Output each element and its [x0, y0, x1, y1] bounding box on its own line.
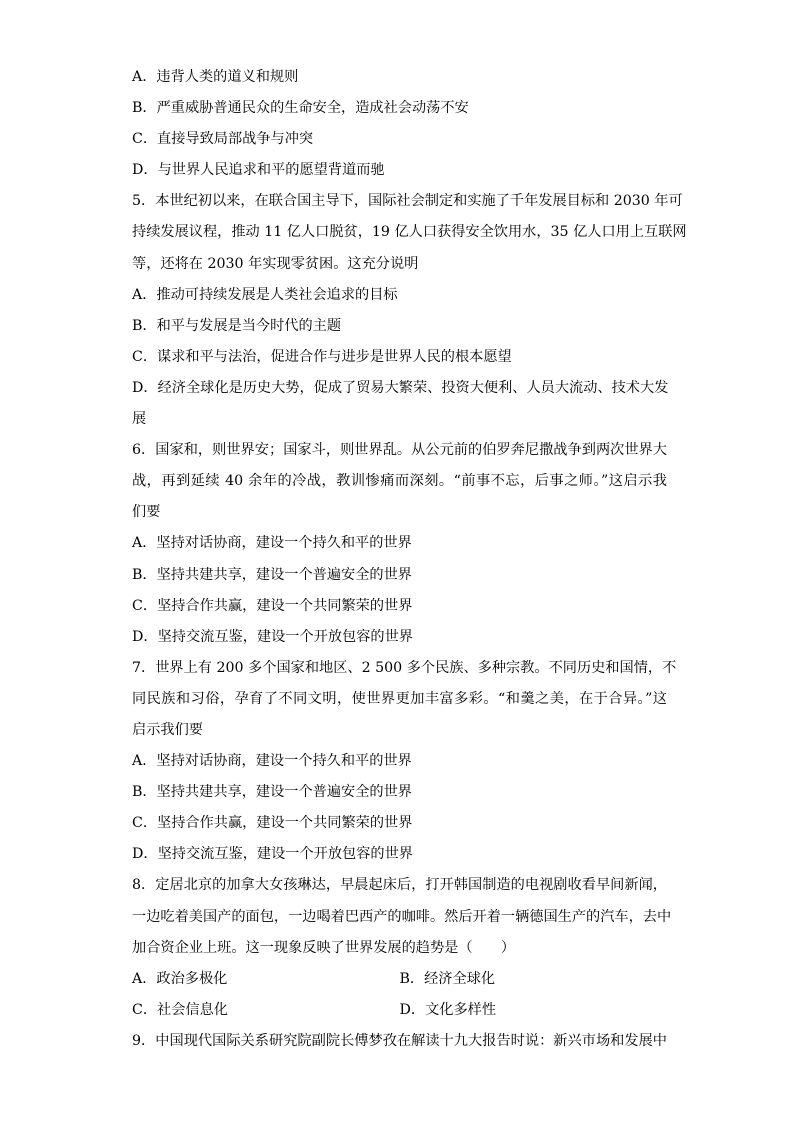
q7-stem-line-3: 启示我们要	[132, 721, 203, 738]
q4-option-b: B．严重威胁普通民众的生命安全，造成社会动荡不安	[132, 100, 469, 117]
q7-stem-line-2: 同民族和习俗，孕育了不同文明，使世界更加丰富多彩。“和羹之美，在于合异。”这	[132, 690, 667, 707]
q6-stem-line-1: 6．国家和，则世界安；国家斗，则世界乱。从公元前的伯罗奔尼撒战争到两次世界大	[132, 442, 667, 459]
q7-option-b: B．坚持共建共享，建设一个普遍安全的世界	[132, 784, 412, 801]
q6-option-a: A．坚持对话协商，建设一个持久和平的世界	[132, 535, 412, 552]
q6-option-c: C．坚持合作共赢，建设一个共同繁荣的世界	[132, 597, 413, 614]
q6-option-b: B．坚持共建共享，建设一个普遍安全的世界	[132, 566, 412, 583]
q4-option-d: D．与世界人民追求和平的愿望背道而驰	[132, 162, 385, 179]
q8-options-row-2	[132, 995, 667, 1026]
q8-option-a: A．政治多极化	[132, 970, 228, 987]
q9-stem-line-1: 9．中国现代国际关系研究院副院长傅梦孜在解读十九大报告时说：新兴市场和发展中	[132, 1032, 667, 1049]
q7-option-d: D．坚持交流互鉴，建设一个开放包容的世界	[132, 846, 413, 863]
q5-option-d-cont: 展	[132, 411, 147, 428]
q5-option-b: B．和平与发展是当今时代的主题	[132, 317, 342, 334]
q8-stem-line-3: 加合资企业上班。这一现象反映了世界发展的趋势是（ ）	[132, 939, 516, 956]
q8-stem-line-2: 一边吃着美国产的面包，一边喝着巴西产的咖啡。然后开着一辆德国生产的汽车，去中	[132, 908, 672, 925]
q5-stem-line-2: 持续发展议程，推动 11 亿人口脱贫，19 亿人口获得安全饮用水，35 亿人口用上互联网	[132, 224, 687, 241]
q5-option-a: A．推动可持续发展是人类社会追求的目标	[132, 286, 398, 303]
q8-option-b: B．经济全球化	[399, 970, 496, 987]
q7-option-c: C．坚持合作共赢，建设一个共同繁荣的世界	[132, 815, 413, 832]
q4-option-c: C．直接导致局部战争与冲突	[132, 131, 314, 148]
q5-option-d: D．经济全球化是历史大势，促成了贸易大繁荣、投资大便利、人员大流动、技术大发	[132, 379, 669, 396]
q5-stem-line-3: 等，还将在 2030 年实现零贫困。这充分说明	[132, 255, 419, 272]
q6-stem-line-3: 们要	[132, 504, 161, 521]
q7-stem-line-1: 7．世界上有 200 多个国家和地区、2 500 多个民族、多种宗教。不同历史和国情，不	[132, 659, 677, 676]
q8-option-c: C．社会信息化	[132, 1001, 228, 1018]
question-content	[132, 62, 687, 1057]
q8-stem-line-1: 8．定居北京的加拿大女孩琳达，早晨起床后，打开韩国制造的电视剧收看早间新闻，	[132, 877, 667, 894]
q6-stem-line-2: 战，再到延续 40 余年的冷战，教训惨痛而深刻。“前事不忘，后事之师。”这启示我	[132, 473, 667, 490]
q4-option-a: A．违背人类的道义和规则	[132, 69, 299, 85]
q5-option-c: C．谋求和平与法治，促进合作与进步是世界人民的根本愿望	[132, 348, 512, 365]
q5-stem-line-1: 5．本世纪初以来，在联合国主导下，国际社会制定和实施了千年发展目标和 2030 年可	[132, 193, 683, 210]
q6-option-d: D．坚持交流互鉴，建设一个开放包容的世界	[132, 628, 413, 645]
q8-options-row-1	[132, 964, 667, 995]
q8-option-d: D．文化多样性	[399, 1001, 497, 1018]
q7-option-a: A．坚持对话协商，建设一个持久和平的世界	[132, 753, 412, 770]
